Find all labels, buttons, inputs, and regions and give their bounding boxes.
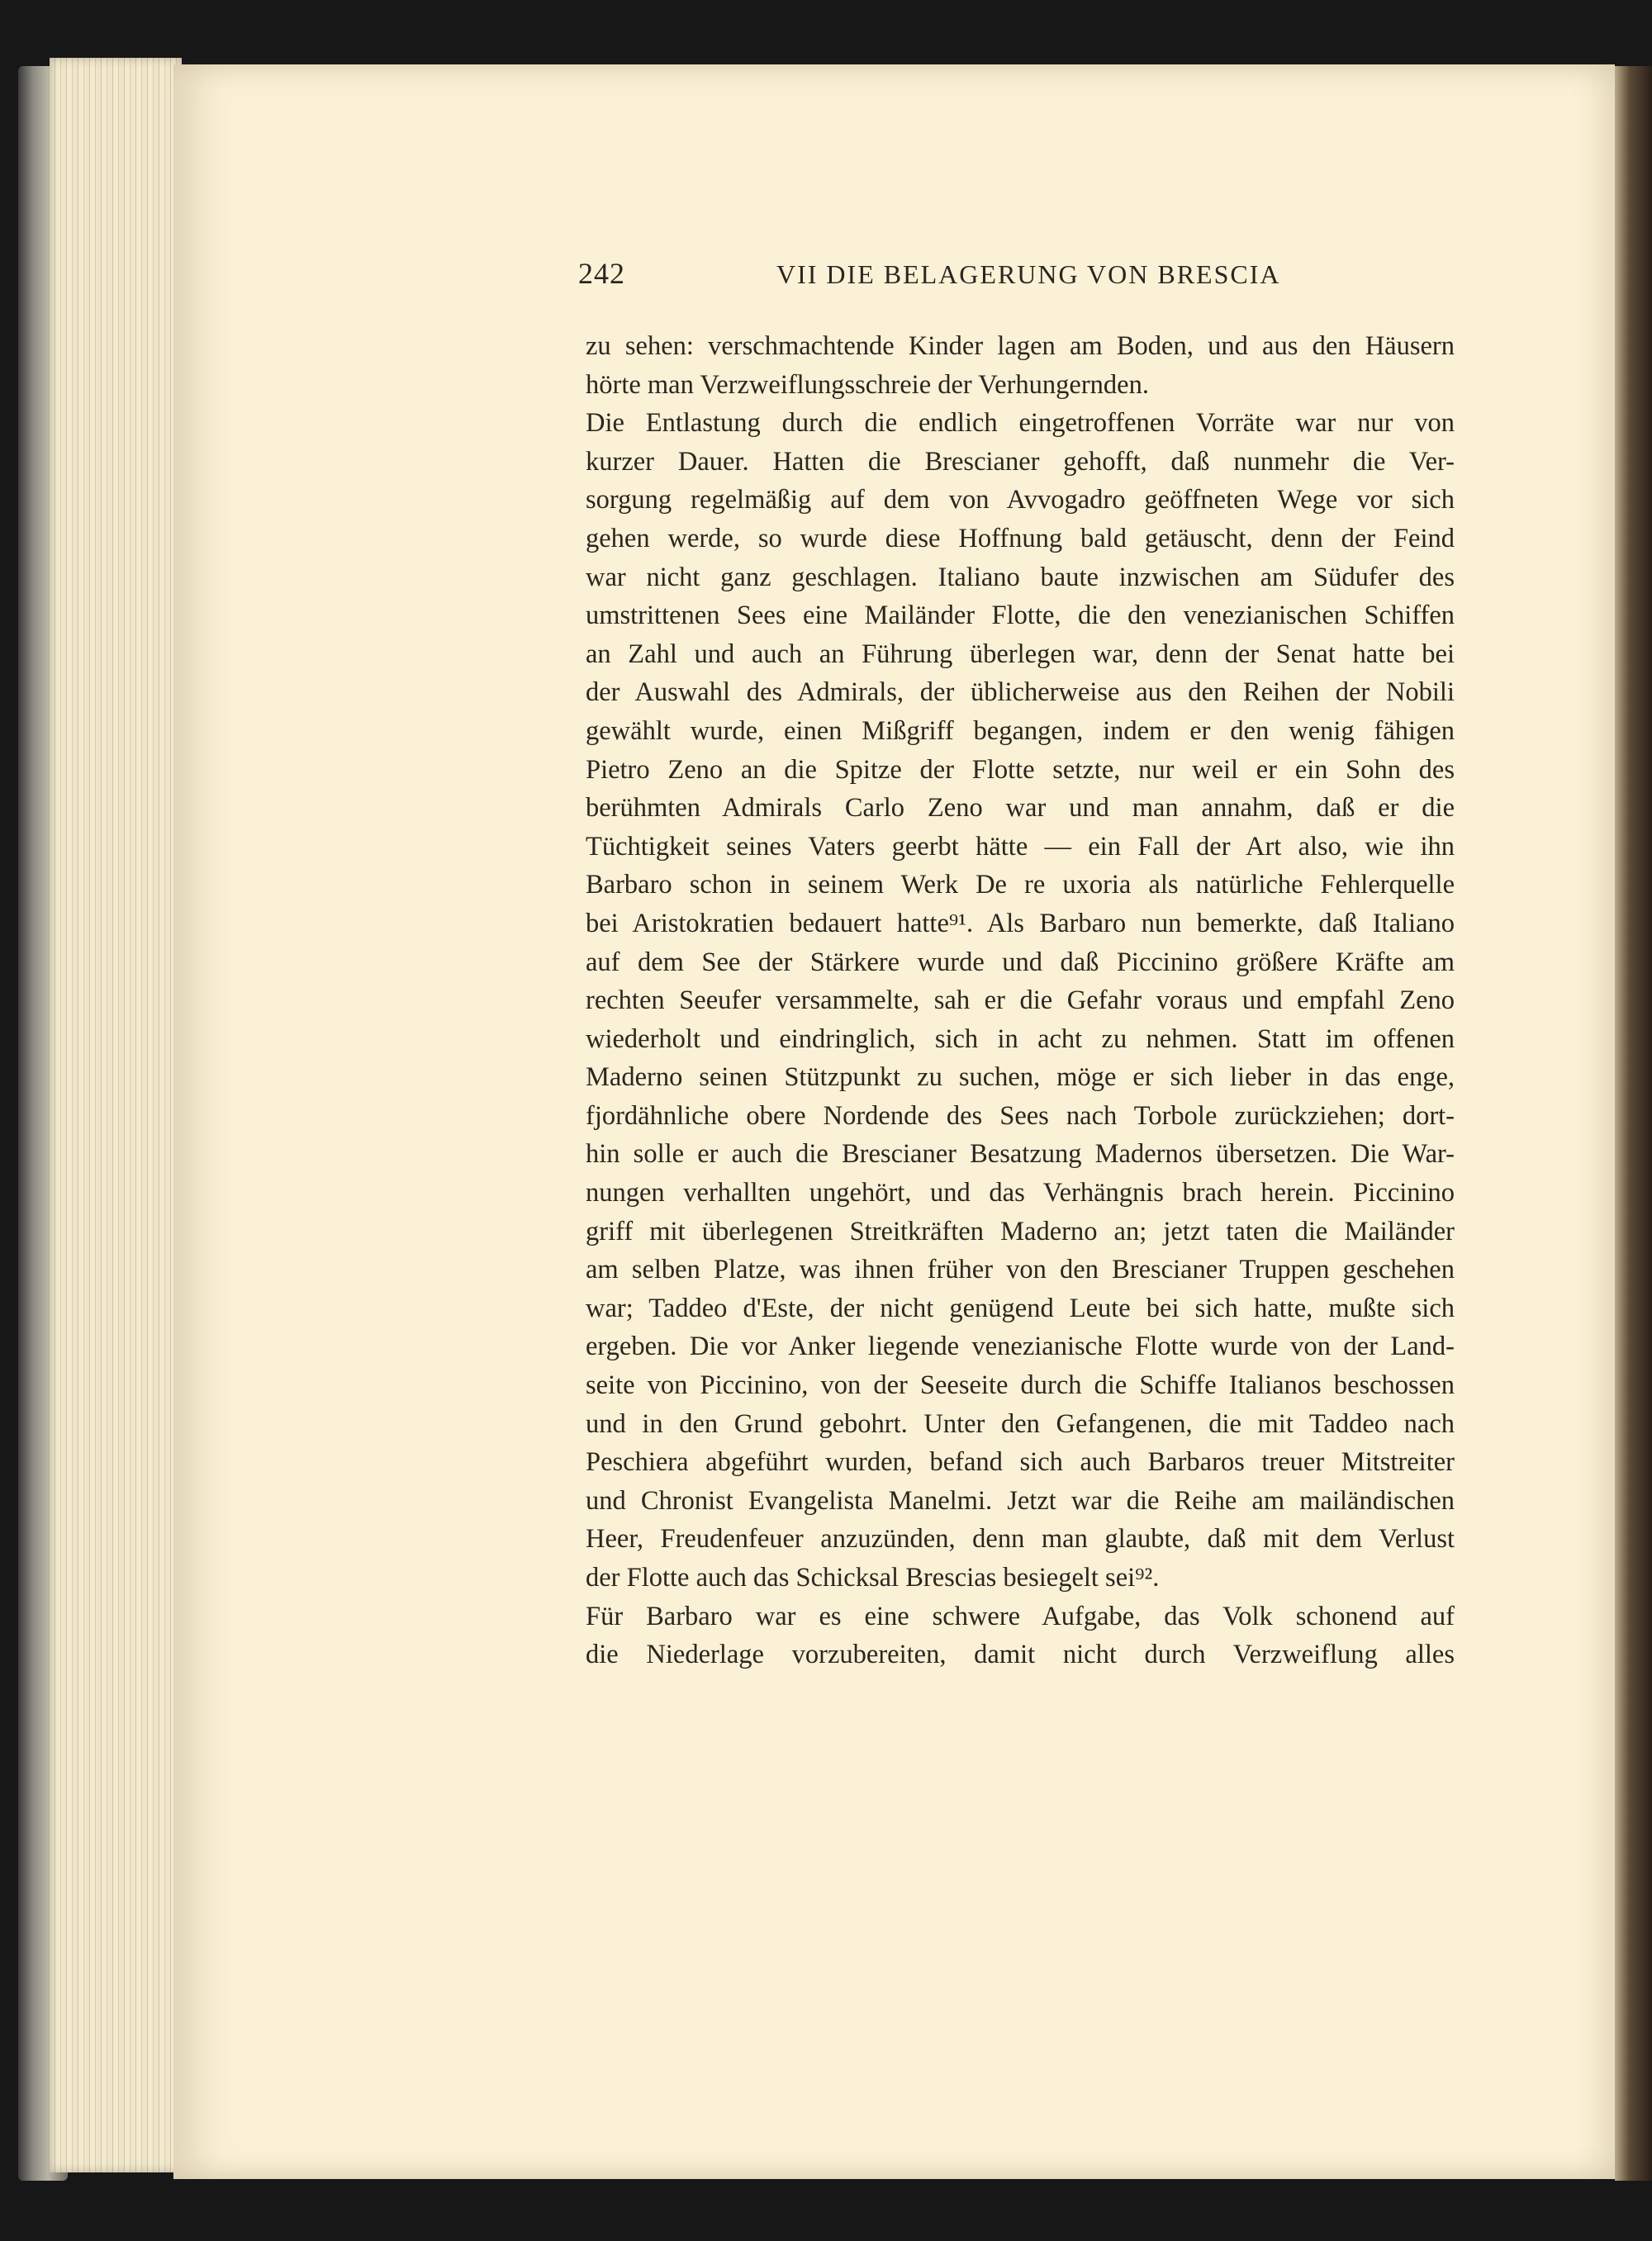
text-line: berühmten Admirals Carlo Zeno war und man annahm, daß er die (586, 793, 1455, 824)
text-line: gewählt wurde, einen Mißgriff begangen, indem er den wenig fähigen (586, 715, 1455, 746)
text-line: bei Aristokratien bedauert hatte⁹¹. Als Barbaro nun bemerkte, daß Italiano (586, 908, 1455, 938)
text-line: Für Barbaro war es eine schwere Aufgabe, das Volk schonend auf (586, 1601, 1455, 1631)
text-line: Peschiera abgeführt wurden, befand sich auch Barbaros treuer Mitstreiter (586, 1447, 1455, 1478)
text-line: umstrittenen Sees eine Mailänder Flotte, die den venezianischen Schiffen (586, 601, 1455, 631)
running-title: VII DIE BELAGERUNG VON BRESCIA (776, 259, 1281, 289)
text-line: seite von Piccinino, von der Seeseite durch die Schiffe Italianos beschossen (586, 1370, 1455, 1401)
text-line: die Niederlage vorzubereiten, damit nicht durch Verzweiflung alles (586, 1640, 1455, 1670)
page-number: 242 (578, 257, 625, 290)
text-line: Tüchtigkeit seines Vaters geerbt hätte — ein Fall der Art also, wie ihn (586, 831, 1455, 862)
book-cover-right (1615, 66, 1652, 2181)
text-line: Barbaro schon in seinem Werk De re uxoria als natürliche Fehlerquelle (586, 870, 1455, 900)
text-line: wiederholt und eindringlich, sich in acht zu nehmen. Statt im offenen (586, 1023, 1455, 1054)
text-line: Maderno seinen Stützpunkt zu suchen, möge er sich lieber in das enge, (586, 1062, 1455, 1093)
text-line: war; Taddeo d'Este, der nicht genügend Leute bei sich hatte, mußte sich (586, 1293, 1455, 1323)
text-line: und in den Grund gebohrt. Unter den Gefangenen, die mit Taddeo nach (586, 1408, 1455, 1439)
text-line: Heer, Freudenfeuer anzuzünden, denn man glaubte, daß mit dem Verlust (586, 1524, 1455, 1555)
text-line: griff mit überlegenen Streitkräften Maderno an; jetzt taten die Mailänder (586, 1216, 1455, 1246)
text-line: sorgung regelmäßig auf dem von Avvogadro geöffneten Wege vor sich (586, 485, 1455, 515)
text-line: hörte man Verzweiflungsschreie der Verhungernden. (586, 369, 1149, 400)
text-line: hin solle er auch die Brescianer Besatzung Madernos übersetzen. Die War- (586, 1139, 1455, 1170)
text-line: kurzer Dauer. Hatten die Brescianer gehofft, daß nunmehr die Ver- (586, 446, 1455, 477)
text-line: rechten Seeufer versammelte, sah er die Gefahr voraus und empfahl Zeno (586, 985, 1455, 1016)
text-line: nungen verhallten ungehört, und das Verhängnis brach herein. Piccinino (586, 1178, 1455, 1208)
text-line: Pietro Zeno an die Spitze der Flotte setzte, nur weil er ein Sohn des (586, 754, 1455, 785)
text-line: fjordähnliche obere Nordende des Sees nach Torbole zurückziehen; dort- (586, 1100, 1455, 1131)
text-line: am selben Platze, was ihnen früher von den Brescianer Truppen geschehen (586, 1255, 1455, 1285)
text-line: gehen werde, so wurde diese Hoffnung bald getäuscht, denn der Feind (586, 523, 1455, 553)
text-line: der Auswahl des Admirals, der üblicherweise aus den Reihen der Nobili (586, 677, 1455, 708)
page-header (578, 256, 1487, 297)
text-line: der Flotte auch das Schicksal Brescias besiegelt sei⁹². (586, 1563, 1160, 1593)
page-stack-edges (50, 58, 182, 2172)
text-line: auf dem See der Stärkere wurde und daß Piccinino größere Kräfte am (586, 947, 1455, 977)
body-text (586, 327, 1455, 1674)
text-line: und Chronist Evangelista Manelmi. Jetzt war die Reihe am mailändischen (586, 1485, 1455, 1516)
text-line: zu sehen: verschmachtende Kinder lagen am Boden, und aus den Häusern (586, 331, 1455, 361)
text-line: Die Entlastung durch die endlich eingetroffenen Vorräte war nur von (586, 408, 1455, 439)
text-line: war nicht ganz geschlagen. Italiano baute inzwischen am Südufer des (586, 562, 1455, 592)
text-line: an Zahl und auch an Führung überlegen war, denn der Senat hatte bei (586, 639, 1455, 669)
text-line: ergeben. Die vor Anker liegende venezianische Flotte wurde von der Land- (586, 1332, 1455, 1362)
